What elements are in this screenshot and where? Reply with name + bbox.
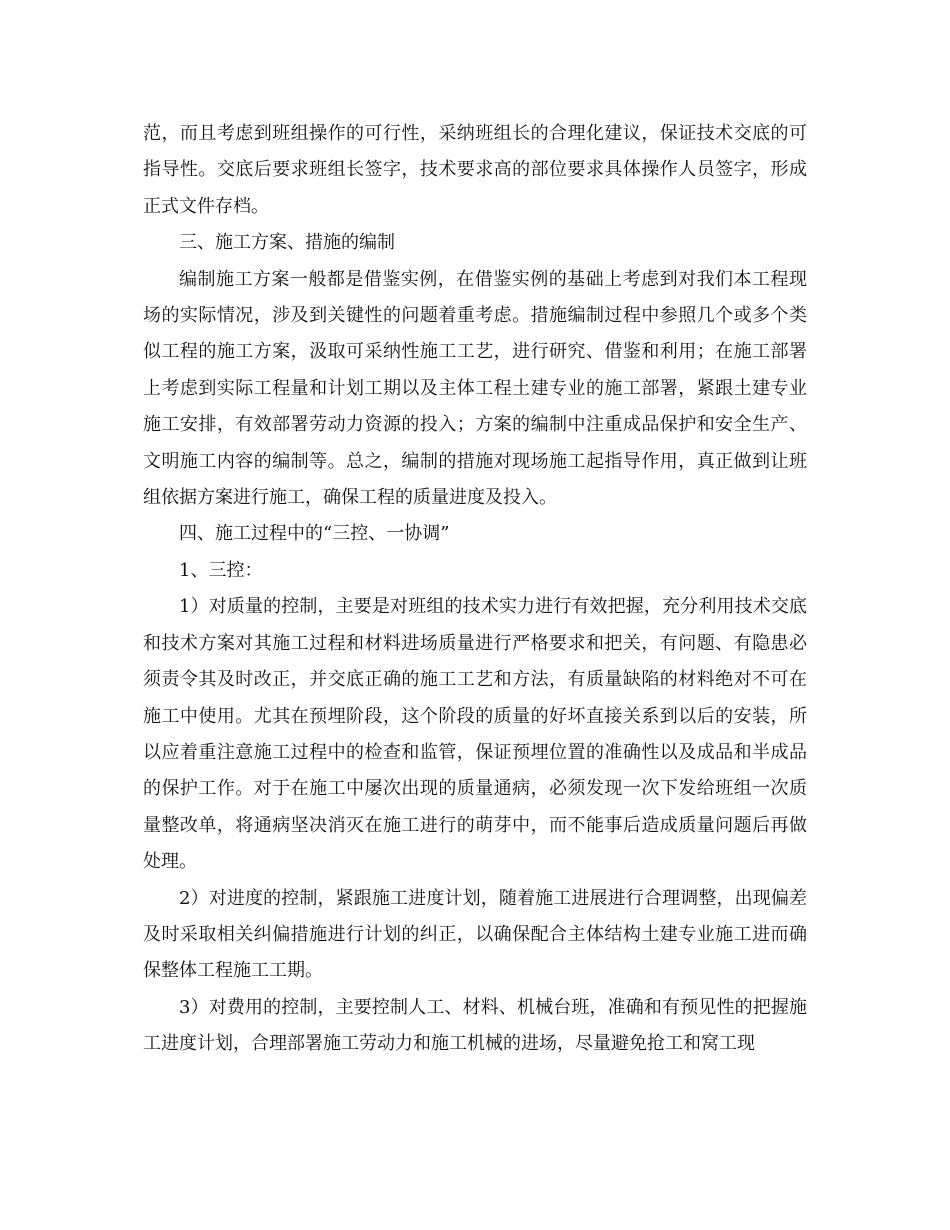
subheading-three-controls: 1、三控： (179, 559, 263, 581)
paragraph-plan-compilation: 编制施工方案一般都是借鉴实例，在借鉴实例的基础上考虑到对我们本工程现场的实际情况，涉及到关键性的问题着重考虑。措施编制过程中参照几个或多个类似工程的施工方案，汲取可采纳性施工工艺，进行研究、借鉴和利用；在施工部署上考虑到实际工程量和计划工期以及主体工程土建专业的施工部署，紧跟土建专业施工安排，有效部署劳动力资源的投入；方案的编制中注重成品保护和安全生产、文明施工内容的编制等。总之，编制的措施对现场施工起指导作用，真正做到让班组依据方案进行施工，确保工程的质量进度及投入。 (143, 268, 807, 509)
section-heading-construction-plan: 三、施工方案、措施的编制 (179, 232, 395, 254)
paragraph-schedule-control: 2）对进度的控制，紧跟施工进度计划，随着施工进展进行合理调整，出现偏差及时采取相关纠偏措施进行计划的纠正，以确保配合主体结构土建专业施工进而确保整体工程施工工期。 (143, 887, 807, 982)
paragraph-cost-control: 3）对费用的控制，主要控制人工、材料、机械台班，准确和有预见性的把握施工进度计划，合理部署施工劳动力和施工机械的进场，尽量避免抢工和窝工现 (143, 996, 807, 1055)
paragraph-continuation: 范，而且考虑到班组操作的可行性，采纳班组长的合理化建议，保证技术交底的可指导性。交底后要求班组长签字，技术要求高的部位要求具体操作人员签字，形成正式文件存档。 (143, 123, 807, 217)
paragraph-quality-control: 1）对质量的控制，主要是对班组的技术实力进行有效把握，充分利用技术交底和技术方案对其施工过程和材料进场质量进行严格要求和把关，有问题、有隐患必须责令其及时改正，并交底正确的施工工艺和方法，有质量缺陷的材料绝对不可在施工中使用。尤其在预埋阶段，这个阶段的质量的好坏直接关系到以后的安装，所以应着重注意施工过程中的检查和监管，保证预埋位置的准确性以及成品和半成品的保护工作。对于在施工中屡次出现的质量通病，必须发现一次下发给班组一次质量整改单，将通病坚决消灭在施工进行的萌芽中，而不能事后造成质量问题后再做处理。 (143, 596, 807, 873)
document-body (143, 116, 807, 1063)
section-heading-three-controls: 四、施工过程中的“三控、一协调” (179, 523, 450, 545)
